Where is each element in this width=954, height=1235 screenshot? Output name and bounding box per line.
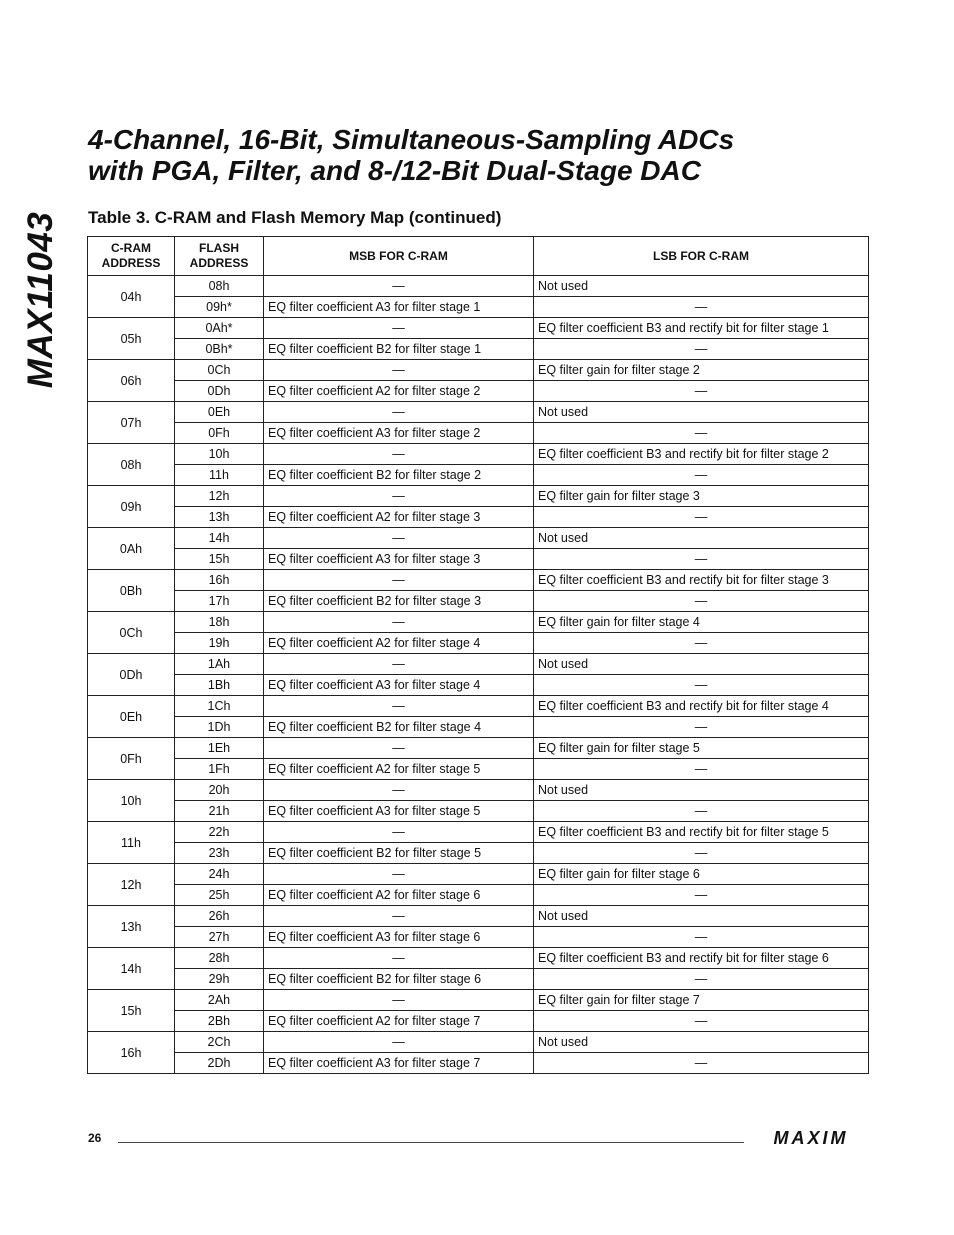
table-row <box>88 990 869 1011</box>
flash-address-cell: 21h <box>175 801 264 822</box>
lsb-cell: — <box>534 927 869 948</box>
flash-address-cell: 1Dh <box>175 717 264 738</box>
lsb-cell: Not used <box>534 528 869 549</box>
cram-address-cell: 11h <box>88 822 175 864</box>
flash-address-cell: 0Bh* <box>175 339 264 360</box>
lsb-cell: EQ filter coefficient B3 and rectify bit for filter stage 4 <box>534 696 869 717</box>
table-row <box>88 1053 869 1074</box>
flash-address-cell: 23h <box>175 843 264 864</box>
cram-address-cell: 10h <box>88 780 175 822</box>
msb-cell: EQ filter coefficient A3 for filter stage 7 <box>264 1053 534 1074</box>
msb-cell: — <box>264 318 534 339</box>
cram-address-cell: 08h <box>88 444 175 486</box>
lsb-cell: — <box>534 465 869 486</box>
msb-cell: — <box>264 906 534 927</box>
flash-address-cell: 10h <box>175 444 264 465</box>
msb-cell: — <box>264 948 534 969</box>
msb-cell: EQ filter coefficient B2 for filter stage 2 <box>264 465 534 486</box>
msb-cell: EQ filter coefficient A3 for filter stage 1 <box>264 297 534 318</box>
msb-cell: — <box>264 822 534 843</box>
msb-cell: — <box>264 990 534 1011</box>
flash-address-cell: 2Dh <box>175 1053 264 1074</box>
flash-address-cell: 25h <box>175 885 264 906</box>
msb-cell: — <box>264 780 534 801</box>
lsb-cell: EQ filter gain for filter stage 5 <box>534 738 869 759</box>
table-row <box>88 570 869 591</box>
msb-cell: — <box>264 612 534 633</box>
msb-cell: — <box>264 1032 534 1053</box>
flash-address-cell: 0Dh <box>175 381 264 402</box>
table-row <box>88 297 869 318</box>
msb-cell: EQ filter coefficient A2 for filter stage 2 <box>264 381 534 402</box>
table-row <box>88 549 869 570</box>
flash-address-cell: 24h <box>175 864 264 885</box>
msb-cell: EQ filter coefficient A2 for filter stage 5 <box>264 759 534 780</box>
table-row <box>88 402 869 423</box>
table-row <box>88 948 869 969</box>
msb-cell: — <box>264 276 534 297</box>
table-row <box>88 444 869 465</box>
cram-address-cell: 05h <box>88 318 175 360</box>
header-msb: MSB FOR C-RAM <box>264 237 534 276</box>
table-row <box>88 717 869 738</box>
side-part-number <box>12 190 70 410</box>
header-lsb: LSB FOR C-RAM <box>534 237 869 276</box>
flash-address-cell: 1Eh <box>175 738 264 759</box>
flash-address-cell: 12h <box>175 486 264 507</box>
msb-cell: EQ filter coefficient A2 for filter stage 7 <box>264 1011 534 1032</box>
msb-cell: EQ filter coefficient B2 for filter stage 3 <box>264 591 534 612</box>
table-row <box>88 528 869 549</box>
msb-cell: — <box>264 486 534 507</box>
document-title-line-1: 4-Channel, 16-Bit, Simultaneous-Sampling ADCs <box>88 124 735 155</box>
table-row <box>88 801 869 822</box>
table-header-row <box>88 237 869 276</box>
lsb-cell: — <box>534 885 869 906</box>
msb-cell: EQ filter coefficient A3 for filter stage 2 <box>264 423 534 444</box>
flash-address-cell: 2Bh <box>175 1011 264 1032</box>
cram-address-cell: 15h <box>88 990 175 1032</box>
flash-address-cell: 1Ch <box>175 696 264 717</box>
table-row <box>88 843 869 864</box>
msb-cell: — <box>264 738 534 759</box>
header-flash-address: FLASH ADDRESS <box>175 237 264 276</box>
flash-address-cell: 0Fh <box>175 423 264 444</box>
flash-address-cell: 1Bh <box>175 675 264 696</box>
table-body <box>88 276 869 1074</box>
table-row <box>88 864 869 885</box>
lsb-cell: — <box>534 507 869 528</box>
header-cram-address: C-RAM ADDRESS <box>88 237 175 276</box>
cram-address-cell: 13h <box>88 906 175 948</box>
cram-address-cell: 06h <box>88 360 175 402</box>
msb-cell: EQ filter coefficient A3 for filter stage 4 <box>264 675 534 696</box>
table-row <box>88 423 869 444</box>
lsb-cell: Not used <box>534 780 869 801</box>
cram-address-cell: 0Fh <box>88 738 175 780</box>
lsb-cell: EQ filter gain for filter stage 6 <box>534 864 869 885</box>
table-row <box>88 927 869 948</box>
flash-address-cell: 0Ah* <box>175 318 264 339</box>
table-caption: Table 3. C-RAM and Flash Memory Map (continued) <box>88 208 502 227</box>
lsb-cell: — <box>534 969 869 990</box>
msb-cell: EQ filter coefficient A2 for filter stage 3 <box>264 507 534 528</box>
memory-map-table <box>87 236 869 1074</box>
table-row <box>88 759 869 780</box>
table-row <box>88 906 869 927</box>
msb-cell: — <box>264 654 534 675</box>
msb-cell: EQ filter coefficient A3 for filter stage 5 <box>264 801 534 822</box>
lsb-cell: — <box>534 423 869 444</box>
msb-cell: — <box>264 528 534 549</box>
cram-address-cell: 0Dh <box>88 654 175 696</box>
footer-rule <box>118 1142 744 1143</box>
cram-address-cell: 12h <box>88 864 175 906</box>
lsb-cell: — <box>534 591 869 612</box>
flash-address-cell: 26h <box>175 906 264 927</box>
lsb-cell: — <box>534 381 869 402</box>
flash-address-cell: 1Ah <box>175 654 264 675</box>
lsb-cell: EQ filter coefficient B3 and rectify bit for filter stage 5 <box>534 822 869 843</box>
flash-address-cell: 20h <box>175 780 264 801</box>
msb-cell: — <box>264 570 534 591</box>
lsb-cell: — <box>534 1053 869 1074</box>
table-row <box>88 1032 869 1053</box>
flash-address-cell: 17h <box>175 591 264 612</box>
lsb-cell: — <box>534 339 869 360</box>
table-row <box>88 591 869 612</box>
lsb-cell: EQ filter gain for filter stage 2 <box>534 360 869 381</box>
flash-address-cell: 16h <box>175 570 264 591</box>
flash-address-cell: 27h <box>175 927 264 948</box>
page-number: 26 <box>88 1131 102 1145</box>
lsb-cell: EQ filter coefficient B3 and rectify bit for filter stage 6 <box>534 948 869 969</box>
msb-cell: — <box>264 444 534 465</box>
msb-cell: EQ filter coefficient A3 for filter stage 3 <box>264 549 534 570</box>
cram-address-cell: 14h <box>88 948 175 990</box>
msb-cell: EQ filter coefficient A2 for filter stage 6 <box>264 885 534 906</box>
table-row <box>88 675 869 696</box>
table-row <box>88 885 869 906</box>
table-row <box>88 339 869 360</box>
table-row <box>88 654 869 675</box>
lsb-cell: EQ filter coefficient B3 and rectify bit for filter stage 3 <box>534 570 869 591</box>
table-row <box>88 381 869 402</box>
flash-address-cell: 1Fh <box>175 759 264 780</box>
cram-address-cell: 16h <box>88 1032 175 1074</box>
flash-address-cell: 2Ah <box>175 990 264 1011</box>
flash-address-cell: 14h <box>175 528 264 549</box>
msb-cell: EQ filter coefficient B2 for filter stage 5 <box>264 843 534 864</box>
table-row <box>88 507 869 528</box>
lsb-cell: Not used <box>534 1032 869 1053</box>
table-row <box>88 465 869 486</box>
table-row <box>88 696 869 717</box>
lsb-cell: EQ filter gain for filter stage 7 <box>534 990 869 1011</box>
msb-cell: EQ filter coefficient A2 for filter stage 4 <box>264 633 534 654</box>
table-row <box>88 738 869 759</box>
table-row <box>88 969 869 990</box>
lsb-cell: Not used <box>534 402 869 423</box>
flash-address-cell: 18h <box>175 612 264 633</box>
cram-address-cell: 09h <box>88 486 175 528</box>
msb-cell: — <box>264 696 534 717</box>
side-part-number-text: MAX11043 <box>21 211 60 389</box>
table-row <box>88 633 869 654</box>
msb-cell: EQ filter coefficient B2 for filter stage 1 <box>264 339 534 360</box>
msb-cell: EQ filter coefficient B2 for filter stage 6 <box>264 969 534 990</box>
flash-address-cell: 11h <box>175 465 264 486</box>
cram-address-cell: 04h <box>88 276 175 318</box>
lsb-cell: — <box>534 633 869 654</box>
flash-address-cell: 22h <box>175 822 264 843</box>
table-row <box>88 612 869 633</box>
flash-address-cell: 09h* <box>175 297 264 318</box>
flash-address-cell: 15h <box>175 549 264 570</box>
msb-cell: — <box>264 864 534 885</box>
lsb-cell: EQ filter gain for filter stage 3 <box>534 486 869 507</box>
flash-address-cell: 0Eh <box>175 402 264 423</box>
msb-cell: — <box>264 402 534 423</box>
table-row <box>88 780 869 801</box>
lsb-cell: — <box>534 549 869 570</box>
lsb-cell: Not used <box>534 654 869 675</box>
document-title <box>88 124 928 186</box>
cram-address-cell: 07h <box>88 402 175 444</box>
lsb-cell: — <box>534 759 869 780</box>
table-row <box>88 276 869 297</box>
document-title-line-2: with PGA, Filter, and 8-/12-Bit Dual-Stage DAC <box>88 155 701 186</box>
flash-address-cell: 28h <box>175 948 264 969</box>
flash-address-cell: 08h <box>175 276 264 297</box>
maxim-logo-text: MAXIM <box>773 1128 849 1148</box>
lsb-cell: — <box>534 801 869 822</box>
lsb-cell: — <box>534 843 869 864</box>
flash-address-cell: 0Ch <box>175 360 264 381</box>
lsb-cell: — <box>534 1011 869 1032</box>
lsb-cell: EQ filter gain for filter stage 4 <box>534 612 869 633</box>
lsb-cell: — <box>534 297 869 318</box>
lsb-cell: EQ filter coefficient B3 and rectify bit for filter stage 1 <box>534 318 869 339</box>
flash-address-cell: 2Ch <box>175 1032 264 1053</box>
cram-address-cell: 0Ch <box>88 612 175 654</box>
cram-address-cell: 0Ah <box>88 528 175 570</box>
lsb-cell: Not used <box>534 276 869 297</box>
msb-cell: — <box>264 360 534 381</box>
cram-address-cell: 0Eh <box>88 696 175 738</box>
msb-cell: EQ filter coefficient B2 for filter stage 4 <box>264 717 534 738</box>
table-row <box>88 360 869 381</box>
table-row <box>88 1011 869 1032</box>
flash-address-cell: 19h <box>175 633 264 654</box>
cram-address-cell: 0Bh <box>88 570 175 612</box>
lsb-cell: Not used <box>534 906 869 927</box>
flash-address-cell: 29h <box>175 969 264 990</box>
lsb-cell: — <box>534 717 869 738</box>
lsb-cell: EQ filter coefficient B3 and rectify bit for filter stage 2 <box>534 444 869 465</box>
flash-address-cell: 13h <box>175 507 264 528</box>
msb-cell: EQ filter coefficient A3 for filter stage 6 <box>264 927 534 948</box>
lsb-cell: — <box>534 675 869 696</box>
table-row <box>88 486 869 507</box>
table-row <box>88 822 869 843</box>
table-row <box>88 318 869 339</box>
maxim-logo <box>755 1128 867 1148</box>
